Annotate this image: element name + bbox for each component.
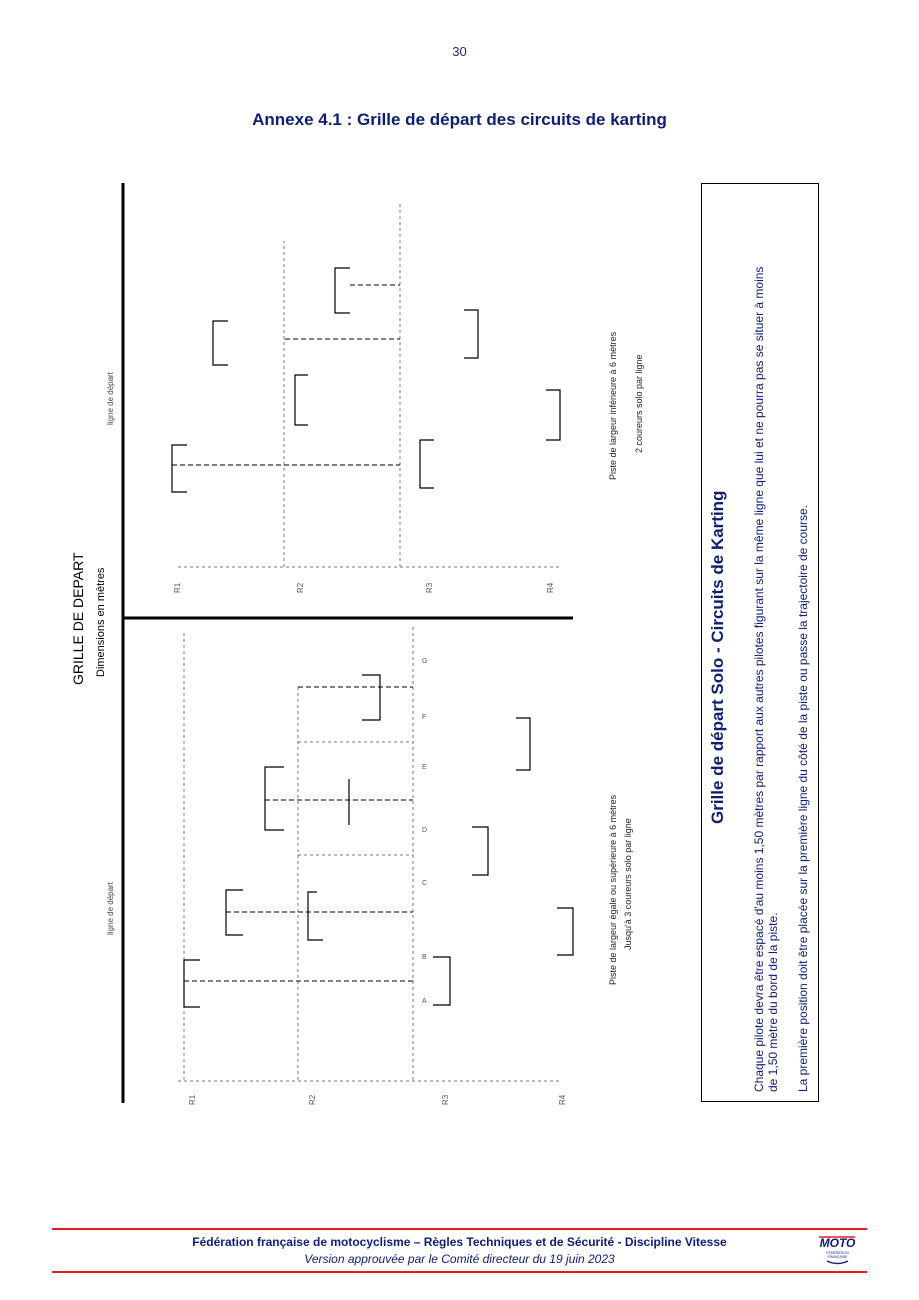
pilot-label-f: F	[422, 714, 427, 721]
rule-paragraph-1-line-2: de 1,50 mètre du bord de la piste.	[766, 912, 780, 1092]
right-note-line2: 2 coureurs solo par ligne	[634, 354, 644, 453]
rule-box	[701, 183, 819, 1102]
row-label-r2-right: R2	[296, 582, 305, 593]
row-label-r2: R2	[308, 1094, 317, 1105]
svg-text:MOTO: MOTO	[819, 1236, 856, 1250]
left-note-line1: Piste de largeur égale ou supérieure à 6 mètres	[608, 794, 618, 985]
left-note-line2: Jusqu'à 3 coureurs solo par ligne	[623, 818, 633, 950]
row-label-r4-right: R4	[546, 582, 555, 593]
rule-paragraph-1-line-1: Chaque pilote devra être espacé d'au moins 1,50 mètres par rapport aux autres pilotes figurant sur la même ligne que lui et ne pourra pas se situer à moins	[752, 266, 766, 1092]
pilot-label-g: G	[422, 658, 428, 665]
annex-title: Annexe 4.1 : Grille de départ des circuits de karting	[252, 110, 667, 129]
left-section-label: ligne de départ	[106, 882, 115, 935]
right-section-label: ligne de départ	[106, 372, 115, 425]
svg-text:FÉDÉRATION: FÉDÉRATION	[826, 1251, 849, 1255]
rule-box-title: Grille de départ Solo - Circuits de Karting	[708, 490, 727, 824]
row-label-r1: R1	[188, 1094, 197, 1105]
row-label-r3-right: R3	[425, 582, 434, 593]
footer-rule-top	[52, 1228, 867, 1230]
starting-grid-diagram	[60, 175, 644, 1110]
page-number: 30	[452, 44, 467, 59]
right-note-line1: Piste de largeur inférieure à 6 mètres	[608, 331, 618, 480]
footer-line-1: Fédération française de motocyclisme – Règles Techniques et de Sécurité - Discipline Vitesse	[192, 1235, 727, 1249]
pilot-label-a: A	[422, 998, 427, 1005]
footer-rule-bottom	[52, 1271, 867, 1273]
row-label-r1-right: R1	[173, 582, 182, 593]
pilot-label-e: E	[422, 764, 427, 771]
rule-paragraph-2: La première position doit être placée sur la première ligne du côté de la piste ou passe la trajectoire de course.	[796, 505, 810, 1092]
pilot-label-b: B	[422, 954, 427, 961]
diagram-subtitle: Dimensions en mètres	[95, 567, 107, 677]
row-label-r3: R3	[441, 1094, 450, 1105]
pilot-label-d: D	[422, 827, 428, 834]
svg-text:FRANÇAISE: FRANÇAISE	[827, 1255, 848, 1259]
pilot-label-c: C	[422, 880, 428, 887]
ffm-logo	[815, 1233, 860, 1269]
footer-line-2: Version approuvée par le Comité directeur du 19 juin 2023	[304, 1252, 615, 1266]
diagram-title: GRILLE DE DEPART	[70, 552, 86, 685]
row-label-r4: R4	[558, 1094, 567, 1105]
